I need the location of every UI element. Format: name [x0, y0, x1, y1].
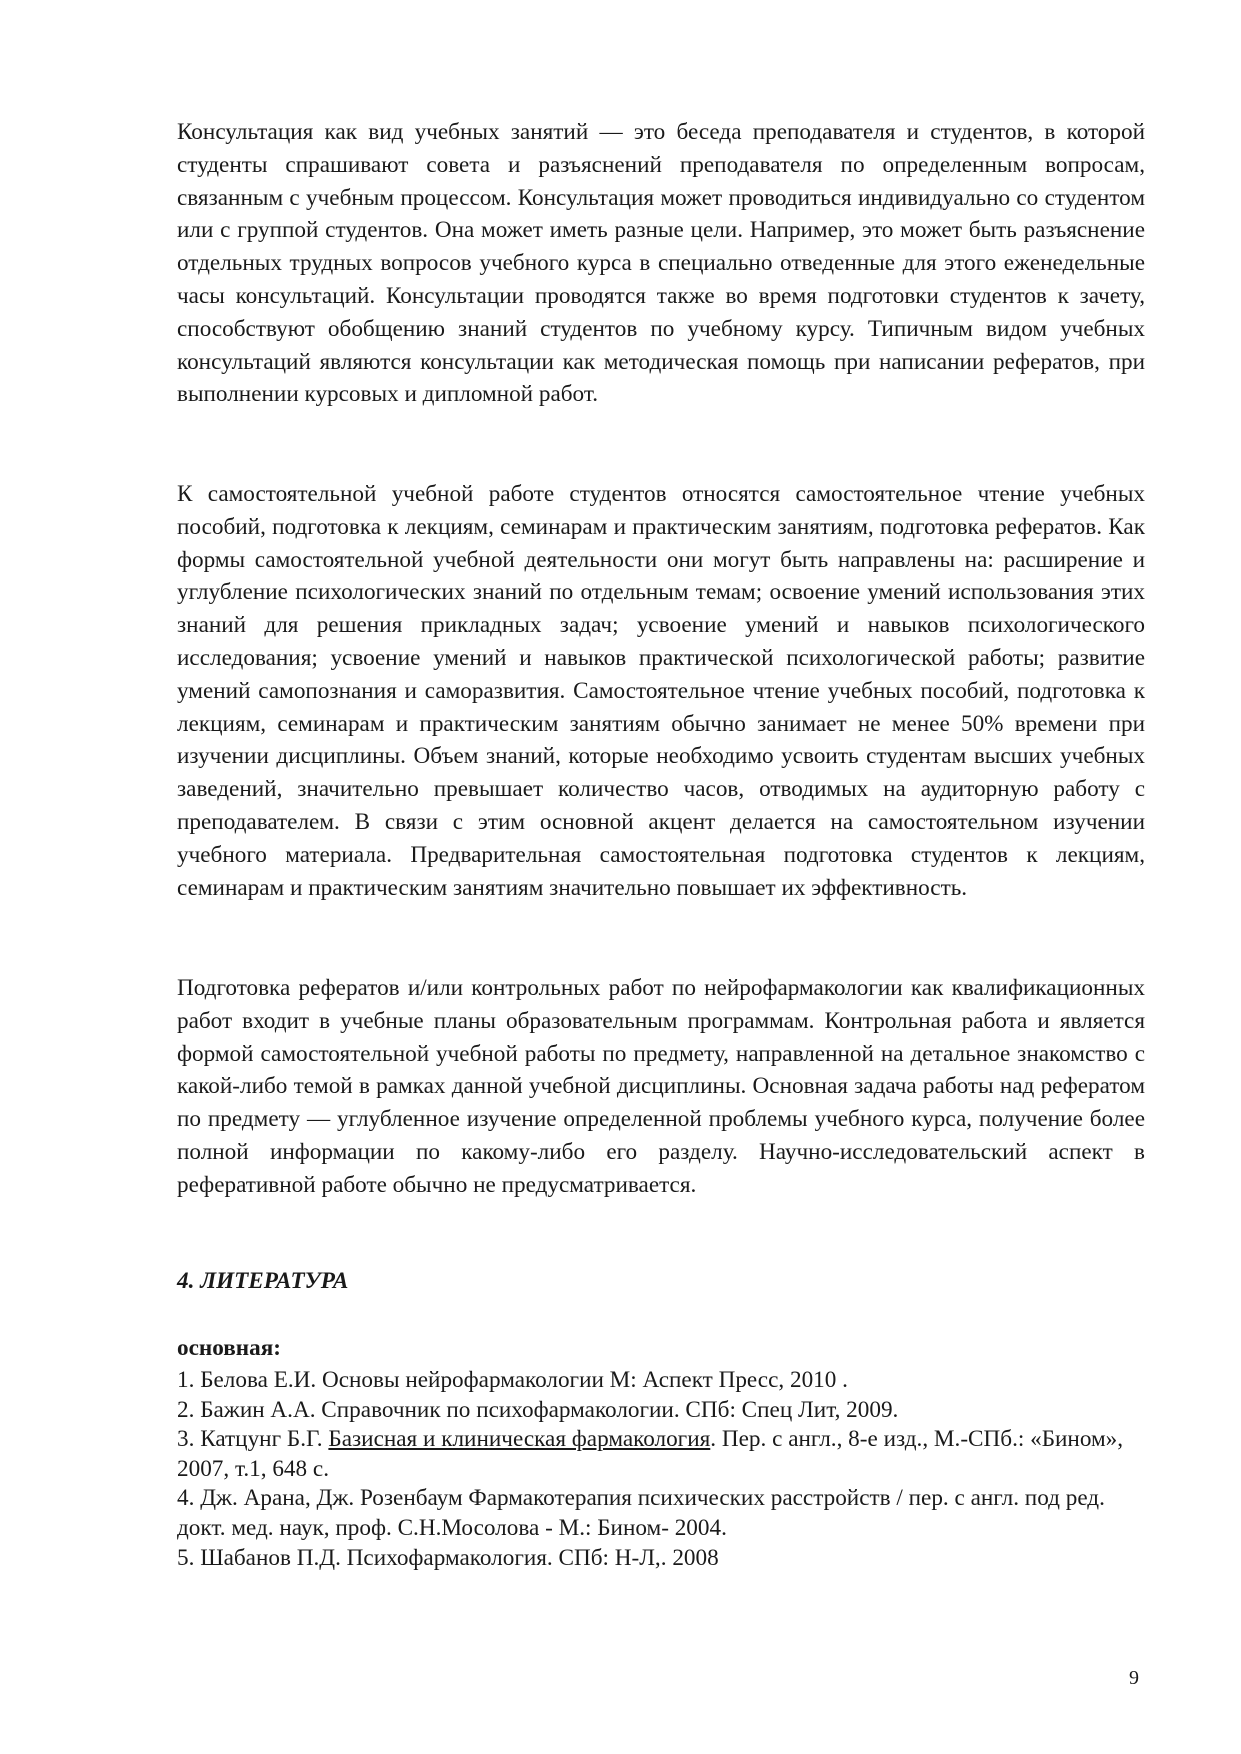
reference-item: 1. Белова Е.И. Основы нейрофармакологии М: Аспект Пресс, 2010 . — [177, 1367, 848, 1393]
reference-item: 4. Дж. Арана, Дж. Розенбаум Фармакотерапия психических расстройств / пер. с англ. под ред. докт. мед. наук, проф. С.Н.Мосолова - М.: Бином- 2004. — [177, 1485, 1105, 1541]
reference-list — [177, 1366, 1145, 1573]
paragraph-consultation: Консультация как вид учебных занятий — это беседа преподавателя и студентов, в которой студенты спрашивают совета и разъяснений преподавателя по определенным вопросам, связанным с учебным процессом. Консультация может проводиться индивидуально со студентом или с группой студентов. Она может иметь разные цели. Например, это может быть разъяснение отдельных трудных вопросов учебного курса в специально отведенные для этого еженедельные часы консультаций. Консультации проводятся также во время подготовки студентов к зачету, способствуют обобщению знаний студентов по учебному курсу. Типичным видом учебных консультаций являются консультации как методическая помощь при написании рефератов, при выполнении курсовых и дипломной работ. — [177, 119, 1145, 408]
paragraph-independent-work: К самостоятельной учебной работе студентов относятся самостоятельное чтение учебных пособий, подготовка к лекциям, семинарам и практическим занятиям, подготовка рефератов. Как формы самостоятельной учебной деятельности они могут быть направлены на: расширение и углубление психологических знаний по отдельным темам; освоение умений использования этих знаний для решения прикладных задач; усвоение умений и навыков психологического исследования; усвоение умений и навыков практической психологической работы; развитие умений самопознания и саморазвития. Самостоятельное чтение учебных пособий, подготовка к лекциям, семинарам и практическим занятиям обычно занимает не менее 50% времени при изучении дисциплины. Объем знаний, которые необходимо усвоить студентам высших учебных заведений, значительно превышает количество часов, отводимых на аудиторную работу с преподавателем. В связи с этим основной акцент делается на самостоятельном изучении учебного материала. Предварительная самостоятельная подготовка студентов к лекциям, семинарам и практическим занятиям значительно повышает их эффективность. — [177, 481, 1145, 901]
paragraph-essays: Подготовка рефератов и/или контрольных работ по нейрофармакологии как квалификационных работ входит в учебные планы образовательным программам. Контрольная работа и является формой самостоятельной учебной работы по предмету, направленной на детальное знакомство с какой-либо темой в рамках данной учебной дисциплины. Основная задача работы над рефератом по предмету — углубленное изучение определенной проблемы учебного курса, получение более полной информации по какому-либо его разделу. Научно-исследовательский аспект в реферативной работе обычно не предусматривается. — [177, 975, 1145, 1198]
section-heading-literature: 4. ЛИТЕРАТУРА — [177, 1268, 349, 1294]
reference-item — [177, 1425, 1145, 1484]
reference-item: 5. Шабанов П.Д. Психофармакология. СПб: Н-Л,. 2008 — [177, 1544, 719, 1571]
page-number: 9 — [1129, 1667, 1139, 1689]
reference-link[interactable]: Базисная и клиническая фармакология — [328, 1426, 711, 1453]
reference-item: 2. Бажин А.А. Справочник по психофармакологии. СПб: Спец Лит, 2009. — [177, 1396, 899, 1423]
literature-subheading: основная: — [177, 1335, 282, 1361]
reference-prefix: 3. Катцунг Б.Г. — [177, 1426, 329, 1453]
reference-suffix: . Пер. с англ., 8-е изд., М.-СПб.: «Бином», 2007, т.1, 648 с. — [177, 1426, 1124, 1482]
